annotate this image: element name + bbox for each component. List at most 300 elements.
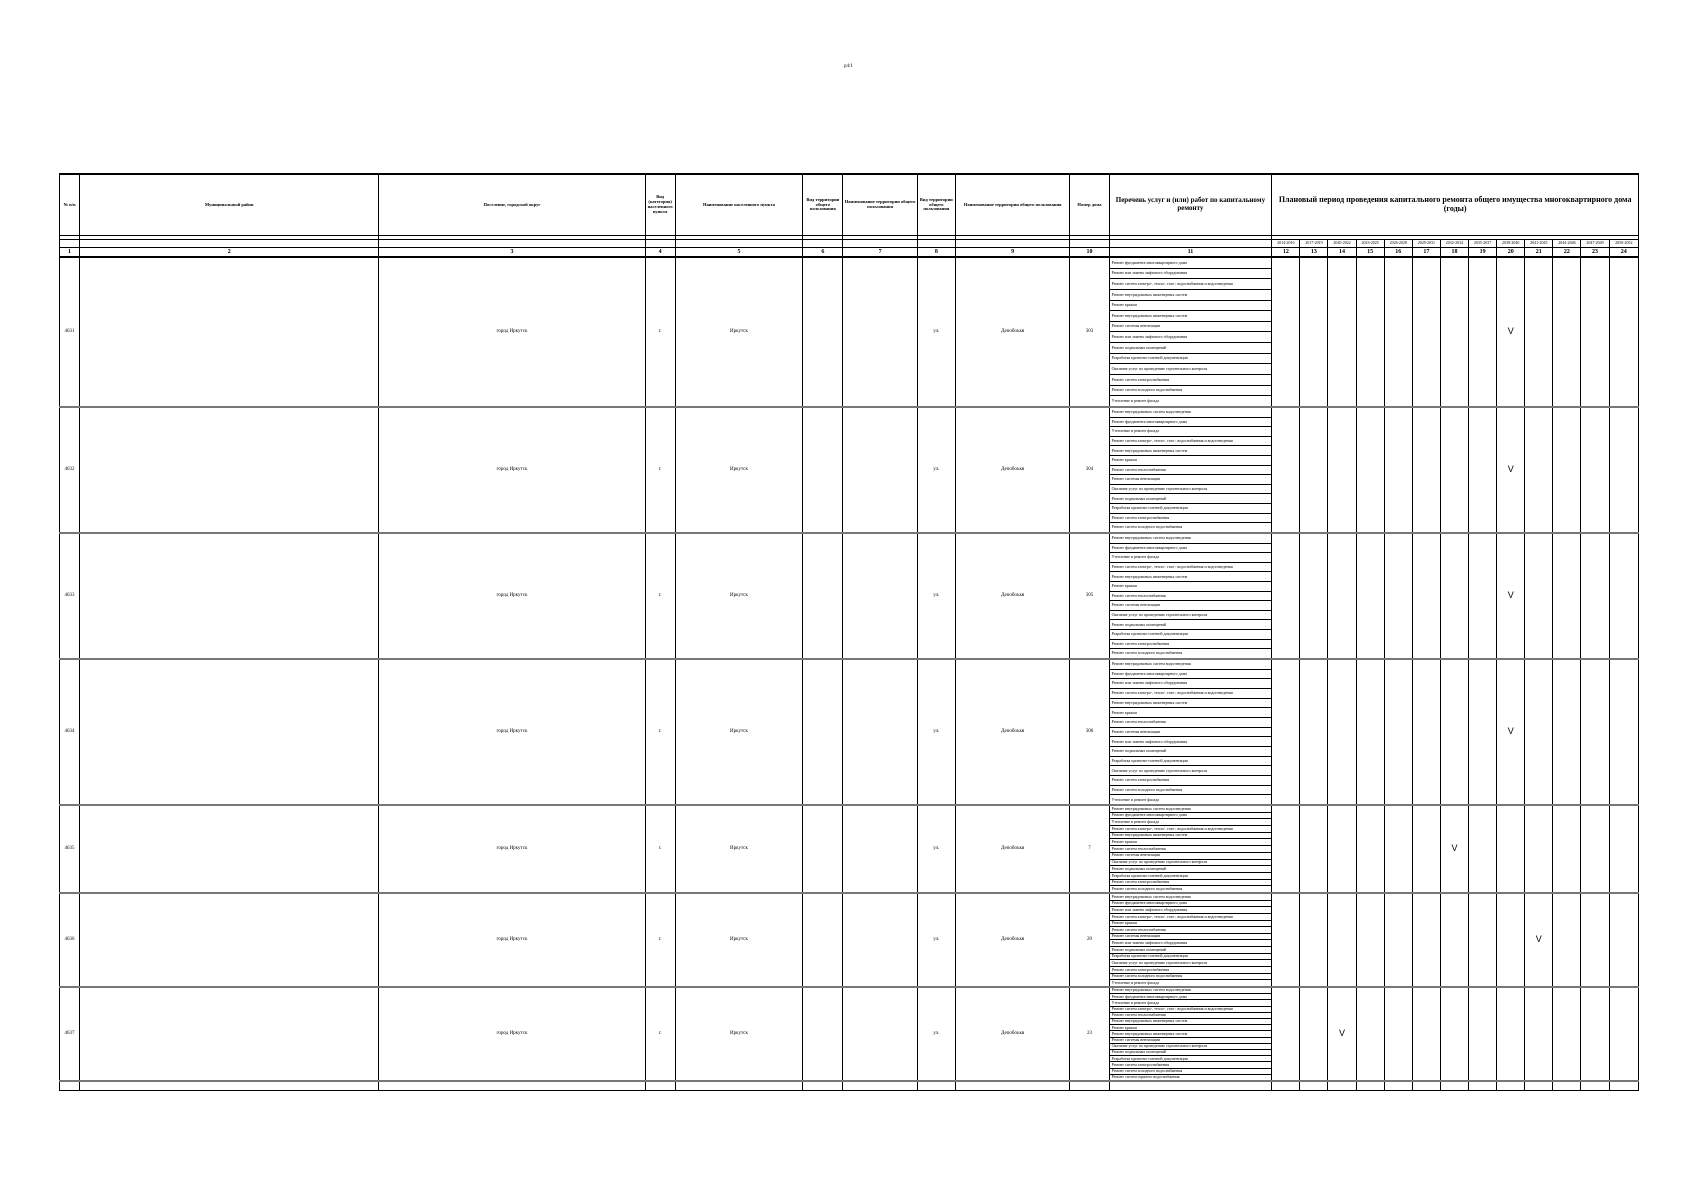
period-cell	[1553, 533, 1581, 659]
period-cell	[1440, 893, 1468, 987]
table-row	[60, 1081, 1639, 1091]
locality-name-cell: Иркутск	[675, 893, 803, 987]
column-number: 1	[60, 248, 80, 258]
header-locality-name: Наименование населенного пункта	[675, 174, 803, 236]
works-cell	[1109, 659, 1272, 805]
locality-type-cell: г.	[645, 533, 675, 659]
column-number: 20	[1497, 248, 1525, 258]
column-number-row	[60, 248, 1639, 258]
work-item: Утепление и ремонт фасада	[1110, 427, 1272, 437]
period-row	[60, 240, 1639, 248]
empty-cell	[1356, 1081, 1384, 1091]
work-item: Ремонт систем электроснабжения	[1110, 514, 1272, 524]
territory-type-cell	[803, 987, 843, 1081]
period-header: 2014-2016	[1272, 240, 1300, 248]
settlement-cell: город Иркутск	[379, 805, 645, 893]
table-row	[60, 893, 1639, 987]
period-cell	[1609, 893, 1638, 987]
works-cell	[1109, 407, 1272, 533]
period-cell	[1300, 805, 1328, 893]
period-cell	[1440, 533, 1468, 659]
settlement-cell: город Иркутск	[379, 257, 645, 407]
work-item: Оказание услуг по проведению строительного контроля	[1110, 364, 1272, 375]
period-cell	[1581, 805, 1609, 893]
work-item: Ремонт крыши	[1110, 301, 1272, 312]
period-cell	[1356, 407, 1384, 533]
row-number: 4635	[60, 805, 80, 893]
empty-cell	[379, 1081, 645, 1091]
work-item: Ремонт подвальных помещений	[1110, 747, 1272, 757]
work-item: Ремонт внутридомовых инженерных систем	[1110, 572, 1272, 582]
period-cell	[1272, 893, 1300, 987]
work-item: Разработка проектно-сметной документации	[1110, 1056, 1272, 1062]
column-number: 12	[1272, 248, 1300, 258]
column-number: 19	[1469, 248, 1497, 258]
column-number: 7	[843, 248, 917, 258]
period-cell	[1609, 805, 1638, 893]
row-number: 4634	[60, 659, 80, 805]
period-cell	[1553, 407, 1581, 533]
period-cell	[1412, 893, 1440, 987]
municipality-cell	[80, 407, 379, 533]
work-item: Оказание услуг по проведению строительного контроля	[1110, 960, 1272, 967]
house-number-cell: 303	[1070, 257, 1109, 407]
work-item: Ремонт системы вентиляции	[1110, 1038, 1272, 1044]
work-item: Ремонт крыши	[1110, 1025, 1272, 1031]
work-item: Ремонт систем электро-, тепло-, газо-, водоснабжения и водоотведения	[1110, 826, 1272, 833]
period-cell	[1440, 407, 1468, 533]
column-number: 13	[1300, 248, 1328, 258]
locality-type-cell: г.	[645, 987, 675, 1081]
header-num: № п/п	[60, 174, 80, 236]
period-header: 2026-2028	[1384, 240, 1412, 248]
empty-cell	[1553, 1081, 1581, 1091]
period-cell	[1328, 805, 1356, 893]
header-row	[60, 174, 1639, 236]
period-mark: V	[1328, 987, 1356, 1081]
period-cell	[1469, 407, 1497, 533]
work-item: Утепление и ремонт фасада	[1111, 980, 1159, 985]
work-item: Ремонт подвальных помещений	[1110, 343, 1272, 354]
period-cell	[1469, 805, 1497, 893]
works-cell	[1109, 893, 1272, 987]
period-cell	[1384, 893, 1412, 987]
period-cell	[1469, 893, 1497, 987]
work-item: Ремонт системы вентиляции	[1110, 475, 1272, 485]
municipality-cell	[80, 659, 379, 805]
header-works: Перечень услуг и (или) работ по капитальному ремонту	[1109, 174, 1272, 236]
locality-type-cell: г.	[645, 805, 675, 893]
work-item: Ремонт систем электроснабжения	[1110, 776, 1272, 786]
locality-name-cell: Иркутск	[675, 257, 803, 407]
period-cell	[1384, 659, 1412, 805]
period-header: 2050-2052	[1609, 240, 1638, 248]
territory-type-cell	[803, 257, 843, 407]
table-row	[60, 659, 1639, 805]
period-cell	[1581, 987, 1609, 1081]
locality-type-cell: г.	[645, 257, 675, 407]
work-item: Ремонт или замена лифтового оборудования	[1110, 737, 1272, 747]
work-item: Ремонт внутридомовых систем водоотведения	[1110, 806, 1272, 813]
period-cell	[1384, 407, 1412, 533]
work-item: Ремонт крыши	[1110, 839, 1272, 846]
locality-name-cell: Иркутск	[675, 407, 803, 533]
work-item: Ремонт систем электро-, тепло-, газо-, водоснабжения и водоотведения	[1110, 563, 1272, 573]
work-item: Ремонт системы вентиляции	[1110, 728, 1272, 738]
house-number-cell: 305	[1070, 533, 1109, 659]
period-cell	[1356, 987, 1384, 1081]
work-item: Разработка проектно-сметной документации	[1110, 504, 1272, 514]
row-number: 4637	[60, 987, 80, 1081]
municipality-cell	[80, 533, 379, 659]
work-item: Разработка проектно-сметной документации	[1110, 757, 1272, 767]
work-item: Ремонт или замена лифтового оборудования	[1110, 269, 1272, 280]
column-number: 15	[1356, 248, 1384, 258]
period-cell	[1328, 893, 1356, 987]
period-cell	[1525, 533, 1553, 659]
period-header: 2017-2019	[1300, 240, 1328, 248]
period-cell	[1272, 987, 1300, 1081]
period-cell	[1609, 257, 1638, 407]
works-cell	[1109, 805, 1272, 893]
period-cell	[1300, 987, 1328, 1081]
period-cell	[1328, 659, 1356, 805]
period-cell	[1300, 533, 1328, 659]
period-cell	[1581, 407, 1609, 533]
period-cell	[1412, 407, 1440, 533]
settlement-cell: город Иркутск	[379, 987, 645, 1081]
period-cell	[1384, 805, 1412, 893]
column-number: 4	[645, 248, 675, 258]
header-municipality: Муниципальный район	[80, 174, 379, 236]
period-cell	[1412, 987, 1440, 1081]
period-cell	[1272, 257, 1300, 407]
work-item: Ремонт системы вентиляции	[1110, 322, 1272, 333]
table-row	[60, 407, 1639, 533]
settlement-cell: город Иркутск	[379, 407, 645, 533]
work-item: Ремонт системы вентиляции	[1110, 601, 1272, 611]
street-type-cell: ул.	[917, 987, 955, 1081]
table-row	[60, 805, 1639, 893]
period-cell	[1384, 987, 1412, 1081]
period-cell	[1609, 533, 1638, 659]
empty-cell	[1440, 1081, 1468, 1091]
work-item: Ремонт внутридомовых систем водоотведения	[1110, 408, 1272, 418]
work-item: Ремонт подвальных помещений	[1110, 1050, 1272, 1056]
period-cell	[1356, 533, 1384, 659]
period-cell	[1384, 533, 1412, 659]
street-name-cell: Депобоъкв	[955, 893, 1070, 987]
column-number: 21	[1525, 248, 1553, 258]
header-house: Номер дома	[1070, 174, 1109, 236]
column-number: 24	[1609, 248, 1638, 258]
work-item: Ремонт систем электро-, тепло-, газо-, водоснабжения и водоотведения	[1110, 914, 1272, 921]
work-item: Ремонт внутридомовых систем водоотведения	[1110, 894, 1272, 901]
column-number: 16	[1384, 248, 1412, 258]
work-item: Ремонт систем электроснабжения	[1110, 375, 1272, 386]
street-name-cell: Депобоъкв	[955, 533, 1070, 659]
empty-cell	[1581, 1081, 1609, 1091]
work-item: Ремонт систем электроснабжения	[1110, 880, 1272, 887]
work-item: Ремонт систем электро-, тепло-, газо-, водоснабжения и водоотведения	[1110, 689, 1272, 699]
work-item: Ремонт систем горячего водоснабжения	[1111, 1074, 1180, 1080]
work-item: Ремонт систем холодного водоснабжения	[1111, 650, 1183, 656]
work-item: Ремонт крыши	[1110, 708, 1272, 718]
work-item: Ремонт или замена лифтового оборудования	[1110, 940, 1272, 947]
work-item: Ремонт фундамента многоквартирного дома	[1110, 544, 1272, 554]
column-number: 6	[803, 248, 843, 258]
empty-cell	[675, 1081, 803, 1091]
work-item: Ремонт систем теплоснабжения	[1110, 846, 1272, 853]
work-item: Ремонт или замена лифтового оборудования	[1110, 679, 1272, 689]
work-item: Ремонт систем электро-, тепло-, газо-, водоснабжения и водоотведения	[1110, 279, 1272, 290]
period-cell	[1384, 257, 1412, 407]
work-item: Разработка проектно-сметной документации	[1110, 630, 1272, 640]
period-cell	[1497, 805, 1525, 893]
territory-name-cell	[843, 805, 917, 893]
empty-cell	[1109, 1081, 1272, 1091]
column-number: 2	[80, 248, 379, 258]
work-item: Ремонт систем теплоснабжения	[1110, 1013, 1272, 1019]
work-item: Ремонт или замена лифтового оборудования	[1110, 907, 1272, 914]
period-cell	[1356, 893, 1384, 987]
period-cell	[1469, 257, 1497, 407]
period-cell	[1553, 987, 1581, 1081]
period-cell	[1412, 533, 1440, 659]
period-cell	[1356, 257, 1384, 407]
street-type-cell: ул.	[917, 257, 955, 407]
locality-name-cell: Иркутск	[675, 659, 803, 805]
period-cell	[1300, 659, 1328, 805]
period-header: 2044-2046	[1553, 240, 1581, 248]
work-item: Ремонт крыши	[1110, 582, 1272, 592]
period-cell	[1272, 659, 1300, 805]
settlement-cell: город Иркутск	[379, 533, 645, 659]
work-item: Ремонт систем холодного водоснабжения	[1110, 1069, 1272, 1075]
work-item: Ремонт систем холодного водоснабжения	[1110, 386, 1272, 397]
empty-cell	[1609, 1081, 1638, 1091]
work-item: Ремонт систем теплоснабжения	[1110, 927, 1272, 934]
row-number: 4631	[60, 257, 80, 407]
locality-name-cell: Иркутск	[675, 533, 803, 659]
empty-cell	[60, 1081, 80, 1091]
column-number: 18	[1440, 248, 1468, 258]
work-item: Ремонт систем электро-, тепло-, газо-, водоснабжения и водоотведения	[1110, 437, 1272, 447]
work-item: Ремонт фундамента многоквартирного дома	[1110, 670, 1272, 680]
street-type-cell: ул.	[917, 805, 955, 893]
street-name-cell: Депобоъкв	[955, 987, 1070, 1081]
work-item: Ремонт внутридомовых инженерных систем	[1110, 699, 1272, 709]
period-cell	[1272, 805, 1300, 893]
municipality-cell	[80, 987, 379, 1081]
table-row	[60, 987, 1639, 1081]
period-header: 2047-2049	[1581, 240, 1609, 248]
period-cell	[1581, 659, 1609, 805]
row-number: 4636	[60, 893, 80, 987]
territory-name-cell	[843, 893, 917, 987]
column-number: 9	[955, 248, 1070, 258]
street-name-cell: Депобоъкв	[955, 659, 1070, 805]
empty-cell	[917, 1081, 955, 1091]
header-street-name: Наименование территории общего пользования	[955, 174, 1070, 236]
work-item: Ремонт внутридомовых инженерных систем	[1110, 290, 1272, 301]
empty-cell	[1300, 1081, 1328, 1091]
work-item: Ремонт фундамента многоквартирного дома	[1110, 901, 1272, 908]
period-cell	[1328, 533, 1356, 659]
period-mark: V	[1497, 257, 1525, 407]
column-number: 5	[675, 248, 803, 258]
column-number: 14	[1328, 248, 1356, 258]
work-item: Ремонт внутридомовых инженерных систем	[1110, 833, 1272, 840]
period-mark: V	[1497, 659, 1525, 805]
period-header: 2023-2025	[1356, 240, 1384, 248]
period-mark: V	[1440, 805, 1468, 893]
period-cell	[1609, 407, 1638, 533]
period-cell	[1300, 893, 1328, 987]
period-cell	[1300, 257, 1328, 407]
period-mark: V	[1497, 407, 1525, 533]
period-cell	[1525, 659, 1553, 805]
street-type-cell: ул.	[917, 533, 955, 659]
work-item: Ремонт подвальных помещений	[1110, 947, 1272, 954]
period-mark: V	[1525, 893, 1553, 987]
period-cell	[1469, 987, 1497, 1081]
territory-name-cell	[843, 659, 917, 805]
work-item: Ремонт систем теплоснабжения	[1110, 592, 1272, 602]
locality-type-cell: г.	[645, 659, 675, 805]
column-number: 3	[379, 248, 645, 258]
page-number: р4/1	[844, 64, 853, 69]
period-cell	[1469, 533, 1497, 659]
work-item: Ремонт внутридомовых систем водоотведения	[1110, 660, 1272, 670]
empty-cell	[1272, 1081, 1300, 1091]
column-number: 17	[1412, 248, 1440, 258]
work-item: Ремонт внутридомовых систем водоотведения	[1110, 534, 1272, 544]
header-territory-type: Вид территории общего пользования	[803, 174, 843, 236]
works-cell	[1109, 987, 1272, 1081]
period-cell	[1440, 659, 1468, 805]
period-cell	[1525, 407, 1553, 533]
period-header: 2041-2043	[1525, 240, 1553, 248]
locality-name-cell: Иркутск	[675, 987, 803, 1081]
municipality-cell	[80, 805, 379, 893]
period-cell	[1553, 805, 1581, 893]
work-item: Ремонт внутридомовых систем водоотведения	[1110, 988, 1272, 994]
column-number: 10	[1070, 248, 1109, 258]
locality-type-cell: г.	[645, 893, 675, 987]
work-item: Ремонт крыши	[1110, 456, 1272, 466]
period-cell	[1440, 257, 1468, 407]
work-item: Оказание услуг по проведению строительного контроля	[1110, 485, 1272, 495]
empty-cell	[1525, 1081, 1553, 1091]
work-item: Ремонт систем теплоснабжения	[1110, 466, 1272, 476]
period-cell	[1497, 987, 1525, 1081]
header-street-type: Вид территории общего пользования	[917, 174, 955, 236]
works-cell	[1109, 533, 1272, 659]
period-cell	[1581, 257, 1609, 407]
period-cell	[1328, 257, 1356, 407]
column-number: 23	[1581, 248, 1609, 258]
period-mark: V	[1497, 533, 1525, 659]
work-item: Ремонт внутридомовых инженерных систем	[1110, 1031, 1272, 1037]
work-item: Оказание услуг по проведению строительного контроля	[1110, 766, 1272, 776]
work-item: Оказание услуг по проведению строительного контроля	[1110, 860, 1272, 867]
house-number-cell: 7	[1070, 805, 1109, 893]
work-item: Утепление и ремонт фасада	[1110, 1000, 1272, 1006]
empty-cell	[1469, 1081, 1497, 1091]
street-name-cell: Депобоъкв	[955, 805, 1070, 893]
column-number: 22	[1553, 248, 1581, 258]
period-cell	[1525, 805, 1553, 893]
empty-cell	[843, 1081, 917, 1091]
territory-name-cell	[843, 533, 917, 659]
work-item: Разработка проектно-сметной документации	[1110, 354, 1272, 365]
work-item: Ремонт фундамента многоквартирного дома	[1110, 813, 1272, 820]
house-number-cell: 23	[1070, 987, 1109, 1081]
work-item: Ремонт внутридомовых инженерных систем	[1110, 1019, 1272, 1025]
period-header: 2035-2037	[1469, 240, 1497, 248]
period-cell	[1272, 533, 1300, 659]
territory-name-cell	[843, 987, 917, 1081]
work-item: Разработка проектно-сметной документации	[1110, 873, 1272, 880]
house-number-cell: 20	[1070, 893, 1109, 987]
period-cell	[1553, 659, 1581, 805]
territory-type-cell	[803, 407, 843, 533]
header-period: Плановый период проведения капитального ремонта общего имущества многоквартирного дома (годы)	[1272, 174, 1639, 236]
period-cell	[1440, 987, 1468, 1081]
territory-type-cell	[803, 805, 843, 893]
street-type-cell: ул.	[917, 893, 955, 987]
period-cell	[1497, 893, 1525, 987]
period-cell	[1412, 659, 1440, 805]
work-item: Ремонт систем электроснабжения	[1110, 640, 1272, 650]
work-item: Ремонт систем холодного водоснабжения	[1111, 886, 1183, 891]
period-cell	[1412, 805, 1440, 893]
period-cell	[1609, 659, 1638, 805]
header-locality-type: Вид (категория) населенного пункта	[645, 174, 675, 236]
works-cell	[1109, 257, 1272, 407]
work-item: Утепление и ремонт фасада	[1110, 819, 1272, 826]
territory-name-cell	[843, 257, 917, 407]
work-item: Утепление и ремонт фасада	[1110, 553, 1272, 563]
municipality-cell	[80, 893, 379, 987]
locality-name-cell: Иркутск	[675, 805, 803, 893]
street-name-cell: Депобоъкв	[955, 257, 1070, 407]
header-settlement: Поселение, городской округ	[379, 174, 645, 236]
street-type-cell: ул.	[917, 407, 955, 533]
empty-cell	[803, 1081, 843, 1091]
work-item: Оказание услуг по проведению строительного контроля	[1110, 611, 1272, 621]
work-item: Разработка проектно-сметной документации	[1110, 954, 1272, 961]
empty-cell	[955, 1081, 1070, 1091]
period-cell	[1609, 987, 1638, 1081]
house-number-cell: 306	[1070, 659, 1109, 805]
work-item: Ремонт подвальных помещений	[1110, 494, 1272, 504]
period-cell	[1272, 407, 1300, 533]
territory-type-cell	[803, 659, 843, 805]
period-cell	[1525, 257, 1553, 407]
work-item: Утепление и ремонт фасада	[1111, 397, 1159, 403]
locality-type-cell: г.	[645, 407, 675, 533]
period-cell	[1525, 987, 1553, 1081]
period-cell	[1328, 407, 1356, 533]
row-number: 4633	[60, 533, 80, 659]
house-number-cell: 304	[1070, 407, 1109, 533]
period-cell	[1469, 659, 1497, 805]
empty-cell	[1384, 1081, 1412, 1091]
period-cell	[1412, 257, 1440, 407]
period-cell	[1553, 893, 1581, 987]
